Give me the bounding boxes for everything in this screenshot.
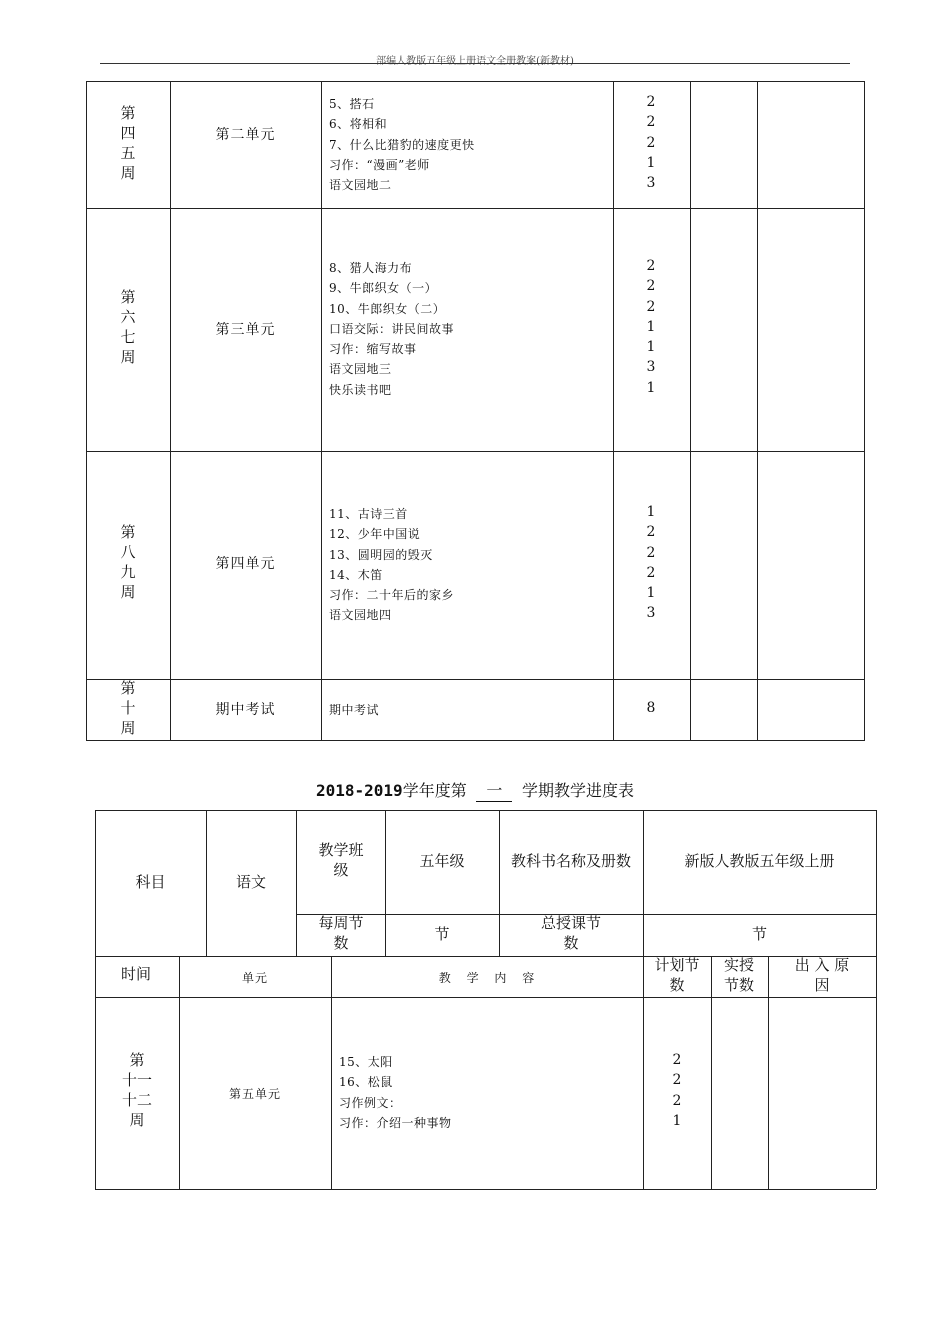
- total-periods-value: 节: [751, 925, 767, 943]
- school-year: 2018-2019: [315, 781, 403, 800]
- week-cell: 第 六 七 周: [120, 288, 136, 366]
- total-periods-label: 总授课节数: [540, 914, 601, 952]
- unit-cell: 第三单元: [215, 322, 276, 338]
- col-header-actual: 实授节数: [723, 956, 754, 994]
- lesson-list: 15、太阳 16、松鼠 习作例文： 习作：介绍一种事物: [339, 1055, 452, 1130]
- term-number: 一: [476, 778, 512, 802]
- week-cell: 第 八 九 周: [120, 523, 136, 601]
- col-header-planned: 计划节数: [654, 956, 700, 994]
- period-list: 8: [646, 700, 656, 716]
- class-label: 教学班级: [318, 841, 364, 879]
- col-header-reason: 出 入 原 因: [794, 956, 850, 994]
- weekly-periods-value: 节: [434, 925, 450, 943]
- week-cell: 第 十 周: [120, 679, 136, 737]
- schedule-title: 2018-2019学年度第 一 学期教学进度表: [0, 778, 950, 802]
- period-list: 2 2 2 1: [672, 1052, 682, 1129]
- book-value: 新版人教版五年级上册: [684, 852, 835, 870]
- col-header-time: 时间: [120, 965, 151, 983]
- subject-value: 语文: [235, 873, 266, 891]
- col-header-content: 教 学 内 容: [438, 971, 536, 985]
- header-rule: [100, 63, 850, 64]
- unit-cell: 期中考试: [215, 702, 276, 718]
- lesson-list: 期中考试: [329, 703, 380, 717]
- period-list: 2 2 2 1 3: [646, 94, 656, 192]
- period-list: 2 2 2 1 1 3 1: [646, 258, 656, 396]
- page-header: 部编人教版五年级上册语文全册教案(新教材): [376, 56, 574, 67]
- period-list: 1 2 2 2 1 3: [646, 504, 656, 622]
- unit-cell: 第四单元: [215, 556, 276, 572]
- class-value: 五年级: [419, 852, 465, 870]
- lesson-list: 11、古诗三首 12、少年中国说 13、圆明园的毁灭 14、木笛 习作：二十年后的家乡 语文园地四: [329, 507, 455, 623]
- week-cell: 第 四 五 周: [120, 104, 136, 182]
- weekly-periods-label: 每周节数: [318, 914, 364, 952]
- lesson-list: 5、搭石 6、将相和 7、什么比猎豹的速度更快 习作：“漫画”老师 语文园地二: [329, 97, 475, 193]
- unit-cell: 第二单元: [215, 127, 276, 143]
- subject-label: 科目: [135, 873, 166, 891]
- col-header-unit: 单元: [241, 971, 268, 985]
- week-cell: 第 十一 十二 周: [121, 1051, 152, 1129]
- book-label: 教科书名称及册数: [510, 852, 631, 870]
- unit-cell: 第五单元: [228, 1087, 281, 1101]
- lesson-list: 8、猎人海力布 9、牛郎织女（一） 10、牛郎织女（二） 口语交际：讲民间故事 习作：缩写故事 语文园地三 快乐读书吧: [329, 261, 455, 397]
